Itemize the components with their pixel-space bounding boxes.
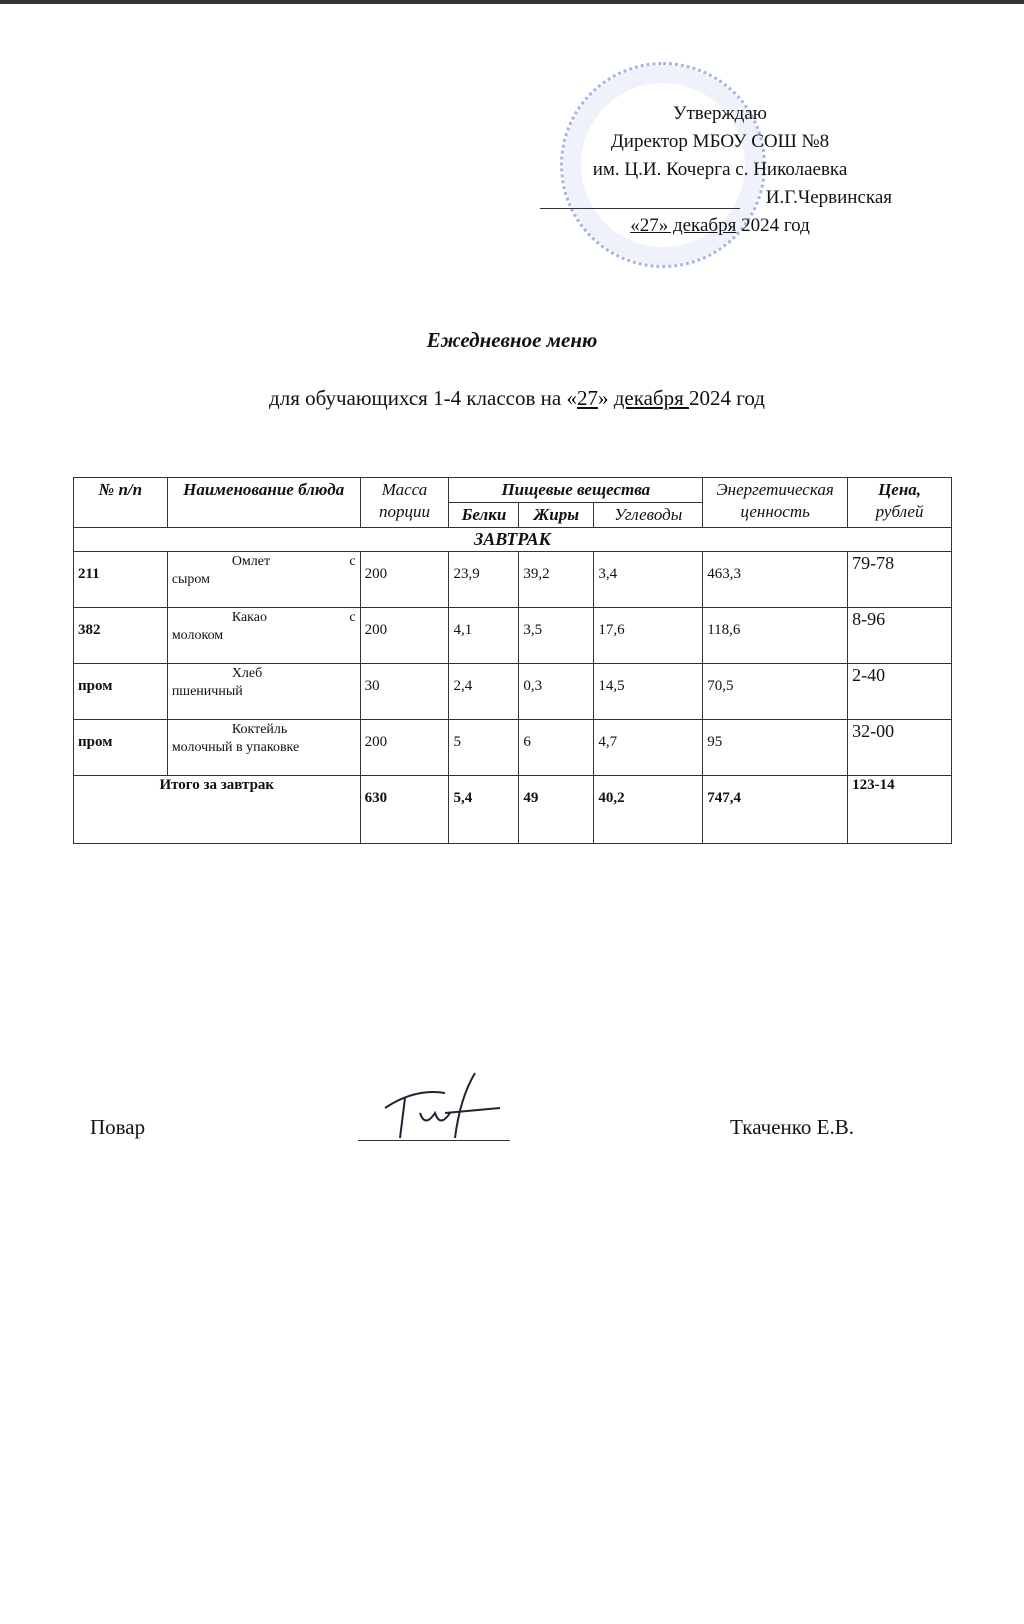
table-row	[74, 608, 952, 664]
row-name	[167, 664, 360, 720]
row-name	[167, 552, 360, 608]
total-fat: 49	[519, 776, 594, 844]
approver-position: Директор МБОУ СОШ №8	[610, 131, 830, 152]
header-price-label: Цена,	[878, 480, 922, 499]
menu-table	[73, 477, 952, 844]
row-carbs: 3,4	[594, 552, 703, 608]
row-num: пром	[74, 720, 168, 776]
row-price: 79-78	[848, 552, 952, 608]
table-row	[74, 720, 952, 776]
header-energy	[703, 478, 848, 528]
row-name-line2: молоком	[171, 628, 224, 643]
header-price	[848, 478, 952, 528]
table-row	[74, 552, 952, 608]
row-protein: 2,4	[449, 664, 519, 720]
row-energy: 118,6	[703, 608, 848, 664]
row-fat: 39,2	[519, 552, 594, 608]
row-carbs: 4,7	[594, 720, 703, 776]
row-mass: 30	[360, 664, 449, 720]
subtitle-mid: »	[597, 386, 614, 410]
section-breakfast: ЗАВТРАК	[74, 528, 952, 552]
approval-date-year: 2024 год	[736, 215, 810, 236]
document-title: Ежедневное меню	[426, 328, 598, 352]
row-name-line1: Какао с	[231, 610, 356, 625]
header-mass: Масса порции	[360, 478, 449, 528]
row-mass: 200	[360, 608, 449, 664]
row-name	[167, 720, 360, 776]
document-subtitle	[0, 386, 1024, 411]
row-carbs: 17,6	[594, 608, 703, 664]
row-protein: 4,1	[449, 608, 519, 664]
row-mass: 200	[360, 552, 449, 608]
header-num: № п/п	[74, 478, 168, 528]
row-price: 2-40	[848, 664, 952, 720]
row-name-line2: сыром	[171, 572, 211, 587]
school-name: им. Ц.И. Кочерга с. Николаевка	[592, 159, 848, 180]
header-fat: Жиры	[519, 503, 594, 528]
row-fat: 3,5	[519, 608, 594, 664]
approver-name: И.Г.Червинская	[765, 187, 892, 208]
subtitle-prefix: для обучающихся 1-4 классов на «	[269, 386, 577, 410]
row-fat: 6	[519, 720, 594, 776]
row-num: 211	[74, 552, 168, 608]
row-protein: 5	[449, 720, 519, 776]
row-name-line1: Хлеб	[231, 666, 263, 681]
header-energy-label: Энергетическая ценность	[716, 480, 834, 521]
approval-block	[540, 100, 900, 240]
row-name-line2: молочный в упаковке	[171, 740, 300, 755]
subtitle-day: 27	[576, 386, 598, 410]
row-name	[167, 608, 360, 664]
cook-signature-line	[358, 1140, 510, 1141]
row-name-line2: пшеничный	[171, 684, 243, 699]
header-carbs: Углеводы	[594, 503, 703, 528]
row-protein: 23,9	[449, 552, 519, 608]
subtitle-month: декабря	[613, 386, 690, 410]
approval-heading: Утверждаю	[673, 103, 767, 124]
table-row	[74, 664, 952, 720]
total-energy: 747,4	[703, 776, 848, 844]
approver-signature-line	[540, 208, 740, 209]
row-name-line1: Омлет с	[231, 554, 356, 569]
total-price: 123-14	[848, 776, 952, 844]
header-nutrients: Пищевые вещества	[449, 478, 703, 503]
row-energy: 463,3	[703, 552, 848, 608]
total-carbs: 40,2	[594, 776, 703, 844]
approval-date-day: «27» декабря	[630, 215, 737, 236]
row-energy: 70,5	[703, 664, 848, 720]
cook-name: Ткаченко Е.В.	[730, 1115, 855, 1139]
subtitle-year: 2024 год	[689, 386, 765, 410]
row-price: 8-96	[848, 608, 952, 664]
header-price-unit: рублей	[875, 502, 924, 521]
cook-signature	[375, 1068, 505, 1143]
row-energy: 95	[703, 720, 848, 776]
row-fat: 0,3	[519, 664, 594, 720]
approval-date	[540, 212, 900, 240]
row-price: 32-00	[848, 720, 952, 776]
header-name: Наименование блюда	[167, 478, 360, 528]
row-num: пром	[74, 664, 168, 720]
row-name-line1: Коктейль	[231, 722, 288, 737]
row-num: 382	[74, 608, 168, 664]
cook-role: Повар	[90, 1115, 146, 1139]
total-protein: 5,4	[449, 776, 519, 844]
total-mass: 630	[360, 776, 449, 844]
row-carbs: 14,5	[594, 664, 703, 720]
total-label: Итого за завтрак	[74, 776, 361, 844]
header-protein: Белки	[449, 503, 519, 528]
row-mass: 200	[360, 720, 449, 776]
scan-edge	[0, 0, 1024, 4]
total-row	[74, 776, 952, 844]
